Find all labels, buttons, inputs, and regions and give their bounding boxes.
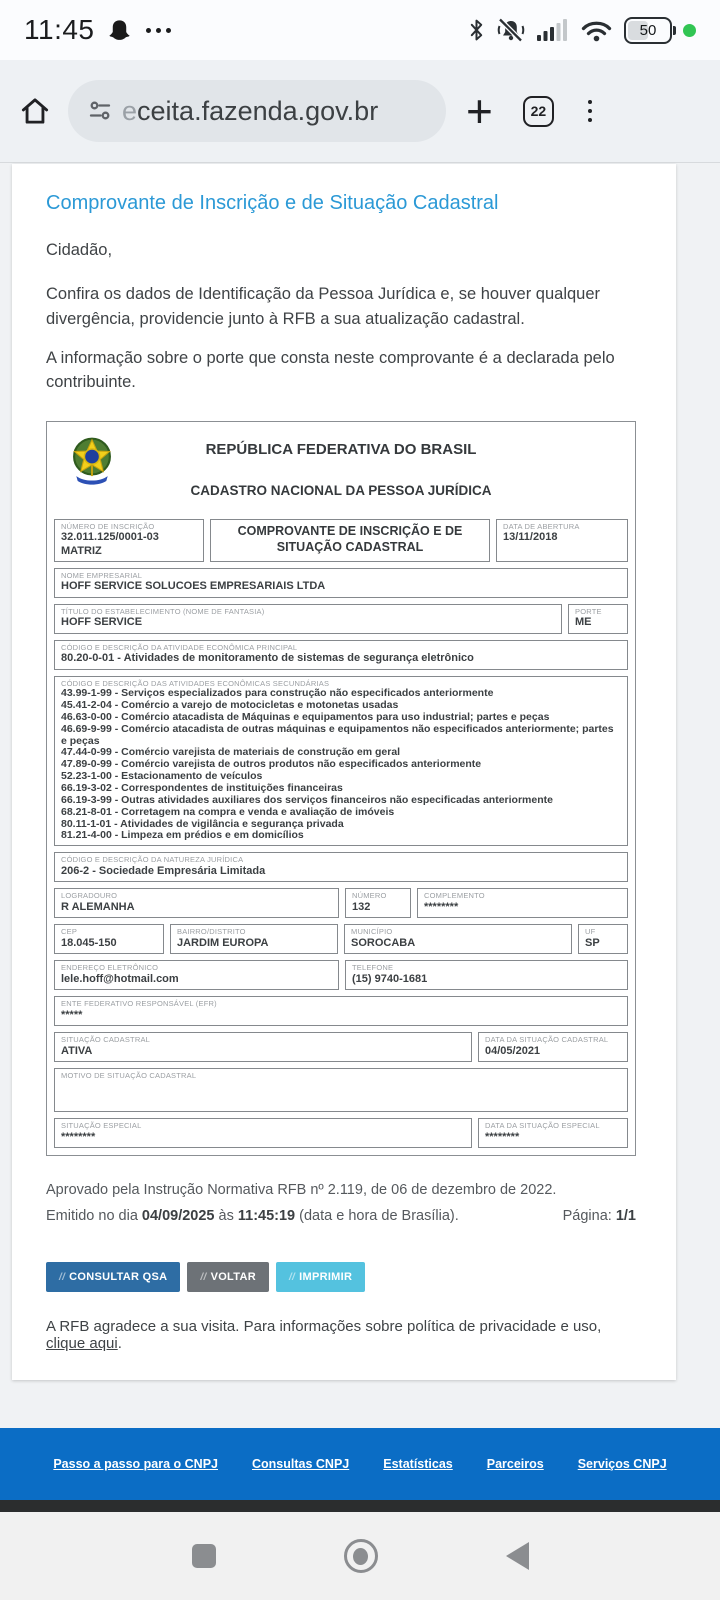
field-situacao-cadastral: SITUAÇÃO CADASTRAL ATIVA <box>54 1032 472 1062</box>
field-doc-title: COMPROVANTE DE INSCRIÇÃO E DE SITUAÇÃO CADASTRAL <box>210 519 490 562</box>
privacy-link[interactable]: clique aqui <box>46 1335 118 1353</box>
field-email: ENDEREÇO ELETRÔNICO lele.hoff@hotmail.com <box>54 960 339 990</box>
status-bar <box>0 0 720 60</box>
signal-strength-icon <box>537 18 569 42</box>
intro-paragraph: Confira os dados de Identificação da Pessoa Jurídica e, se houver qualquer divergência, providencie junto à RFB a sua atualização cadastral. <box>46 285 601 328</box>
footer-link-parceiros[interactable]: Parceiros <box>486 1457 544 1471</box>
republic-title: REPÚBLICA FEDERATIVA DO BRASIL <box>205 441 477 458</box>
snapchat-notification-icon <box>107 17 132 44</box>
field-municipio: MUNICÍPIO SOROCABA <box>344 924 572 954</box>
field-uf: UF SP <box>578 924 628 954</box>
button-slashes-icon: // <box>288 1271 296 1283</box>
field-nome-fantasia: TÍTULO DO ESTABELECIMENTO (NOME DE FANTASIA) HOFF SERVICE <box>54 604 562 634</box>
url-bar[interactable] <box>68 80 446 142</box>
field-atividade-principal: CÓDIGO E DESCRIÇÃO DA ATIVIDADE ECONÔMICA PRINCIPAL 80.20-0-01 - Atividades de monitoramento de sistemas de segurança eletrônico <box>54 640 628 670</box>
voltar-button[interactable]: // VOLTAR <box>187 1262 269 1292</box>
field-bairro: BAIRRO/DISTRITO JARDIM EUROPA <box>170 924 338 954</box>
field-data-situacao-especial: DATA DA SITUAÇÃO ESPECIAL ******** <box>478 1118 628 1148</box>
footer-link-consultas[interactable]: Consultas CNPJ <box>252 1457 350 1471</box>
recents-icon[interactable] <box>192 1544 216 1568</box>
more-notifications-icon <box>146 28 171 33</box>
battery-indicator <box>624 17 672 44</box>
emission-time: 11:45:19 <box>237 1208 296 1225</box>
field-numero-inscricao: NÚMERO DE INSCRIÇÃO 32.011.125/0001-03 MATRIZ <box>54 519 204 562</box>
clock: 11:45 <box>24 14 95 45</box>
browser-menu-icon[interactable] <box>578 100 603 123</box>
field-situacao-especial: SITUAÇÃO ESPECIAL ******** <box>54 1118 472 1148</box>
field-data-abertura: DATA DE ABERTURA 13/11/2018 <box>496 519 628 562</box>
battery-percent: 50 <box>639 21 657 39</box>
back-icon[interactable] <box>506 1542 529 1570</box>
secondary-activity: 47.89-0-99 - Comércio varejista de outros produtos não especificados anteriormente <box>61 758 482 771</box>
cnpj-certificate <box>46 421 636 1156</box>
field-nome-empresarial: NOME EMPRESARIAL HOFF SERVICE SOLUCOES EMPRESARIAIS LTDA <box>54 568 628 598</box>
secondary-activity: 45.41-2-04 - Comércio a varejo de motocicletas e motonetas usadas <box>61 698 399 711</box>
page-title: Comprovante de Inscrição e de Situação Cadastral <box>46 192 499 214</box>
field-data-situacao: DATA DA SITUAÇÃO CADASTRAL 04/05/2021 <box>478 1032 628 1062</box>
emission-date: 04/09/2025 <box>141 1208 215 1225</box>
field-telefone: TELEFONE (15) 9740-1681 <box>345 960 628 990</box>
browser-toolbar: eceita.fazenda.gov.br + 22 <box>0 60 720 163</box>
emission-note: Emitido no dia 04/09/2025 às 11:45:19 (data e hora de Brasília). Página: 1/1 <box>46 1208 636 1225</box>
field-motivo-situacao: MOTIVO DE SITUAÇÃO CADASTRAL <box>54 1068 628 1112</box>
brazil-coat-of-arms-icon <box>66 433 118 496</box>
privacy-note: A RFB agradece a sua visita. Para informações sobre política de privacidade e uso, clique aqui. <box>46 1318 602 1353</box>
tab-switcher[interactable] <box>523 96 554 127</box>
url-text[interactable]: eceita.fazenda.gov.br <box>122 95 379 126</box>
secondary-activity: 68.21-8-01 - Corretagem na compra e venda e avaliação de imóveis <box>61 805 395 818</box>
secondary-activity: 81.21-4-00 - Limpeza em prédios e em domicílios <box>61 829 304 842</box>
vibrate-mute-icon <box>496 17 526 44</box>
action-buttons <box>46 1262 636 1292</box>
greeting-text: Cidadão, <box>46 241 113 259</box>
footer-divider <box>0 1500 720 1512</box>
site-footer <box>0 1428 720 1500</box>
tab-count: 22 <box>530 103 547 119</box>
page-number: Página: 1/1 <box>562 1208 636 1225</box>
field-complemento: COMPLEMENTO ******** <box>417 888 628 918</box>
secondary-activity: 66.19-3-99 - Outras atividades auxiliares dos serviços financeiros não especificadas anteriormente <box>61 793 553 806</box>
secondary-activity: 43.99-1-99 - Serviços especializados para construção não especificados anteriormente <box>61 687 494 700</box>
porte-paragraph: A informação sobre o porte que consta neste comprovante é a declarada pelo contribuinte. <box>46 348 615 392</box>
secondary-activity: 46.63-0-00 - Comércio atacadista de Máquinas e equipamentos para uso industrial; partes e peças <box>61 710 550 723</box>
footer-link-servicos[interactable]: Serviços CNPJ <box>577 1457 667 1471</box>
wifi-icon <box>580 18 613 43</box>
field-atividades-secundarias: CÓDIGO E DESCRIÇÃO DAS ATIVIDADES ECONÔMICAS SECUNDÁRIAS 43.99-1-99 - Serviços especializados para construção não especificados anteriormente 45.41-2-04 - Comércio a varejo de motocicletas e motonetas usadas 46.63-0-00 - Comércio atacadista de Máquinas e equipamentos para uso industrial; partes e peças 46.69-9-99 - Comércio atacadista de outras máquinas e equipamentos não especificados anteriormente; partes e peças 47.44-0-99 - Comércio varejista de materiais de construção em geral 47.89-0-99 - Comércio varejista de outros produtos não especificados anteriormente 52.23-1-00 - Estacionamento de veículos 66.19-3-02 - Correspondentes de instituições financeiras 66.19-3-99 - Outras atividades auxiliares dos serviços financeiros não especificadas anteriormente 68.21-8-01 - Corretagem na compra e venda e avaliação de imóveis 80.11-1-01 - Atividades de vigilância e segurança privada 81.21-4-00 - Limpeza em prédios e em domicílios <box>54 676 628 847</box>
field-cep: CEP 18.045-150 <box>54 924 164 954</box>
field-efr: ENTE FEDERATIVO RESPONSÁVEL (EFR) ***** <box>54 996 628 1026</box>
android-navigation-bar <box>0 1512 720 1600</box>
privacy-indicator-dot <box>683 24 696 37</box>
secondary-activity: 66.19-3-02 - Correspondentes de instituições financeiras <box>61 782 343 794</box>
bluetooth-icon <box>468 17 485 43</box>
site-settings-icon[interactable] <box>88 99 112 123</box>
consultar-qsa-button[interactable]: // CONSULTAR QSA <box>46 1262 180 1292</box>
footer-link-estatisticas[interactable]: Estatísticas <box>383 1457 453 1471</box>
field-natureza-juridica: CÓDIGO E DESCRIÇÃO DA NATUREZA JURÍDICA 206-2 - Sociedade Empresária Limitada <box>54 852 628 882</box>
secondary-activity: 80.11-1-01 - Atividades de vigilância e segurança privada <box>61 817 344 830</box>
imprimir-button[interactable]: // IMPRIMIR <box>276 1262 365 1292</box>
registry-title: CADASTRO NACIONAL DA PESSOA JURÍDICA <box>190 483 492 498</box>
certificate-header <box>54 429 628 513</box>
field-logradouro: LOGRADOURO R ALEMANHA <box>54 888 339 918</box>
approval-note: Aprovado pela Instrução Normativa RFB nº 2.119, de 06 de dezembro de 2022. <box>46 1182 557 1199</box>
home-icon[interactable] <box>16 93 54 129</box>
footer-link-passo-a-passo[interactable]: Passo a passo para o CNPJ <box>53 1457 218 1471</box>
content-card <box>12 164 676 1380</box>
secondary-activity: 47.44-0-99 - Comércio varejista de materiais de construção em geral <box>61 746 401 759</box>
android-home-icon[interactable] <box>344 1539 378 1573</box>
button-slashes-icon: // <box>59 1271 66 1283</box>
field-numero: NÚMERO 132 <box>345 888 411 918</box>
button-slashes-icon: // <box>200 1271 207 1283</box>
field-porte: PORTE ME <box>568 604 628 634</box>
secondary-activity: 52.23-1-00 - Estacionamento de veículos <box>61 770 263 783</box>
web-page <box>0 164 720 1428</box>
secondary-activity: 46.69-9-99 - Comércio atacadista de outras máquinas e equipamentos não especificados anteriormente; partes e peças <box>61 722 614 747</box>
